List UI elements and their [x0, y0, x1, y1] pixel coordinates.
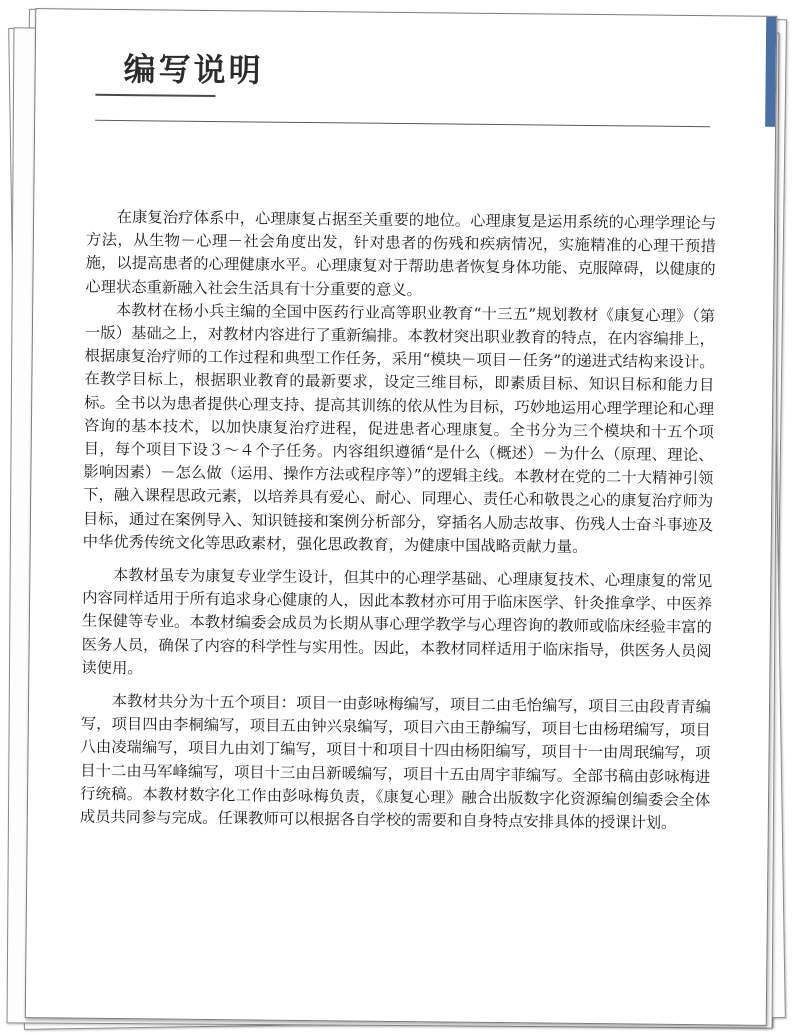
body-text	[80, 206, 716, 836]
color-tab-strip	[765, 17, 776, 127]
paragraph-audience: 本教材虽专为康复专业学生设计，但其中的心理学基础、心理康复技术、心理康复的常见内容同样适用于所有追求身心健康的人，因此本教材亦可用于临床医学、针灸推拿学、中医养生保健等专业。本教材编委会成员为长期从事心理学教学与心理咨询的教师或临床经验丰富的医务人员，确保了内容的科学性与实用性。因此，本教材同样适用于临床指导，供医务人员阅读使用。	[81, 566, 713, 678]
document-page	[25, 8, 778, 1026]
paragraph-authors: 本教材共分为十五个项目：项目一由彭咏梅编写，项目二由毛怡编写，项目三由段青青编写，项目四由李桐编写，项目五由钟兴泉编写，项目六由王静编写，项目七由杨珺编写，项目八由凌瑞编写，项目九由刘丁编写，项目十和项目十四由杨阳编写，项目十一由周珉编写，项目十二由马军峰编写，项目十三由吕新暖编写，项目十五由周宇菲编写。全部书稿由彭咏梅进行统稿。本教材数字化工作由彭咏梅负责，《康复心理》融合出版数字化资源编创编委会全体成员共同参与完成。任课教师可以根据各自学校的需要和自身特点安排具体的授课计划。	[79, 692, 712, 832]
header-divider	[95, 120, 710, 127]
page-title: 编写说明	[123, 50, 264, 90]
paragraph-structure: 本教材在杨小兵主编的全国中医药行业高等职业教育“十三五”规划教材《康复心理》（第一版）基础之上，对教材内容进行了重新编排。本教材突出职业教育的特点，在内容编排上，根据康复治疗师的工作过程和典型工作任务，采用“模块－项目－任务”的递进式结构来设计。在教学目标上，根据职业教育的最新要求，设定三维目标，即素质目标、知识目标和能力目标。全书以为患者提供心理支持、提高其训练的依从性为目标，巧妙地运用心理学理论和心理咨询的基本技术，以加快康复治疗进程，促进患者心理康复。全书分为三个模块和十五个项目，每个项目下设３～４个子任务。内容组织遵循“是什么（概述）－为什么（原理、理论、影响因素）－怎么做（运用、操作方法或程序等）”的逻辑主线。本教材在党的二十大精神引领下，融入课程思政元素，以培养具有爱心、耐心、同理心、责任心和敬畏之心的康复治疗师为目标，通过在案例导入、知识链接和案例分析部分，穿插名人励志故事、伤残人士奋斗事迹及中华优秀传统文化等思政素材，强化思政教育，为健康中国战略贡献力量。	[82, 300, 716, 556]
title-underline	[95, 94, 215, 97]
paragraph-intro: 在康复治疗体系中，心理康复占据至关重要的地位。心理康复是运用系统的心理学理论与方法，从生物－心理－社会角度出发，针对患者的伤残和疾病情况，实施精准的心理干预措施，以提高患者的心理健康水平。心理康复对于帮助患者恢复身体功能、克服障碍，以健康的心理状态重新融入社会生活具有十分重要的意义。	[85, 208, 717, 299]
